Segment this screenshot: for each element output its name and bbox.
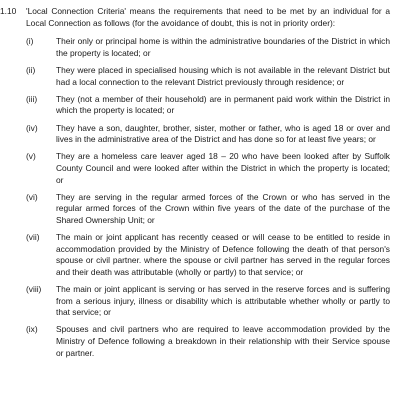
criteria-item-iii — [0, 94, 396, 117]
criteria-item-vi — [0, 192, 396, 227]
criteria-list — [0, 36, 396, 359]
criteria-item-vii — [0, 232, 396, 278]
item-marker: (ix) — [26, 324, 38, 335]
item-text: Spouses and civil partners who are required to leave accommodation provided by the Ministry of Defence following a breakdown in their relationship with their Service spouse or partner. — [56, 324, 390, 358]
clause-1-10 — [0, 6, 396, 29]
clause-definition-text: 'Local Connection Criteria' means the requirements that need to be met by an individual for a Local Connection as follows (for the avoidance of doubt, this is not in priority order): — [26, 6, 390, 28]
criteria-item-ii — [0, 65, 396, 88]
criteria-item-viii — [0, 284, 396, 319]
criteria-item-ix — [0, 324, 396, 359]
item-marker: (vi) — [26, 191, 38, 202]
item-text: They are a homeless care leaver aged 18 – 20 who have been looked after by Suffolk County Council and were looked after within the District in which the property is located; or — [56, 151, 390, 185]
item-text: They are serving in the regular armed forces of the Crown or who has served in the regular armed forces of the Crown within five years of the date of the purchase of the Shared Ownership Unit; or — [56, 191, 390, 225]
criteria-item-i — [0, 36, 396, 59]
item-text: They have a son, daughter, brother, sister, mother or father, who is aged 18 or over and lives in the administrative area of the District and has done so for at least five years; or — [56, 122, 390, 145]
item-text: They (not a member of their household) are in permanent paid work within the District in which the property is located; or — [56, 93, 390, 116]
item-marker: (vii) — [26, 232, 40, 243]
item-text: They were placed in specialised housing which is not available in the relevant District but had a local connection to the relevant District previously through residence; or — [56, 64, 390, 87]
criteria-item-v — [0, 151, 396, 186]
item-marker: (ii) — [26, 64, 36, 75]
item-marker: (viii) — [26, 284, 42, 295]
criteria-item-iv — [0, 123, 396, 146]
item-marker: (v) — [26, 151, 36, 162]
item-text: Their only or principal home is within the administrative boundaries of the District in which the property is located; or — [56, 36, 390, 58]
item-marker: (iv) — [26, 122, 38, 133]
item-text: The main or joint applicant is serving or has served in the reserve forces and is suffering from a serious injury, illness or disability which is attributable whether wholly or partly to that service; or — [56, 284, 390, 318]
clause-number: 1.10 — [0, 6, 17, 16]
item-text: The main or joint applicant has recently ceased or will cease to be entitled to reside in accommodation provided by the Ministry of Defence following the death of that person's spouse or civil partner. where the spouse or civil partner has served in the regular forces and their death was attributable (wholly or partly) to that service; or — [56, 232, 390, 277]
item-marker: (iii) — [26, 93, 38, 104]
item-marker: (i) — [26, 36, 34, 47]
